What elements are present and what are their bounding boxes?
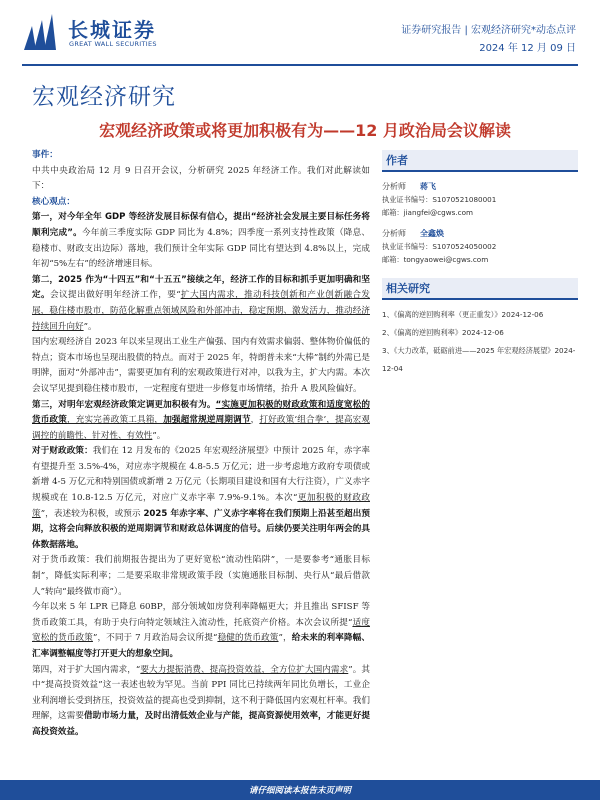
point-4: 第四，对于扩大国内需求，“要大力提振消费、提高投资效益，全方位扩大国内需求”。其中“提高投资效益”这一表述也较为罕见。当前 PPI 同比已持续两年同比负增长，工业企业利润增长受到挤压，投资效益的提高也受到抑制，这不利于降低国内宏观杠杆率。我们理解，这需要借助市场力量，及时出清低效企业与产能，提高资源使用效率，才能更好提高投资效益。: [32, 664, 370, 737]
related-heading: 相关研究: [382, 278, 578, 300]
fiscal-policy: 对于财政政策：我们在 12 月发布的《2025 年宏观经济展望》中预计 2025 年，赤字率有望提升至 3.5%-4%，对应赤字规模在 4.8-5.5 万亿元；进一步考虑地方政府专项债或新增 4-5 万亿元和特别国债或新增 2 万亿元（长期项目建设和国有大行注资），广义赤字规模或在 10.8-12.5 万亿元，对应广义赤字率 7.9%-9.1%。本次“更加积极的财政政策”，表述较为积极，或预示 2025 年赤字率、广义赤字率将在我们预期上沿甚至超出预期，这将会向释放积极的逆周期调节和财政总体调度的信号。后续仍要关注明年两会的具体数据落地。: [32, 446, 370, 550]
event-text: 中共中央政治局 12 月 9 日召开会议，分析研究 2025 年经济工作。我们对此解读如下：: [32, 165, 370, 192]
monetary-policy: 对于货币政策：我们前期报告提出为了更好宽松“流动性陷阱”，一是要参考“通胀目标制”，降低实际利率；二是要采取非常规政策手段（实施通胀目标制、央行从“最后借款人”转向“最终做市商”）。: [32, 555, 370, 597]
section-title: 宏观经济研究: [32, 84, 176, 110]
sidebar: [382, 150, 578, 378]
footer-bar: [0, 780, 600, 800]
related-list: [382, 306, 578, 378]
header-meta: [401, 22, 576, 58]
report-type: 证券研究报告 | 宏观经济研究*动态点评: [401, 25, 576, 36]
authors-heading: 作者: [382, 150, 578, 172]
header-divider: [22, 64, 578, 66]
company-logo: [22, 12, 182, 54]
logo-chinese-text: 长城证券: [68, 18, 156, 42]
related-item[interactable]: 3、《大力改革，砥砺前进——2025 年宏观经济展望》2024-12-04: [382, 346, 576, 373]
point-1: 第一，对今年全年 GDP 等经济发展目标保有信心，提出“经济社会发展主要目标任务将顺利完成”。今年前三季度实际 GDP 同比为 4.8%；四季度一系列支持性政策（降息、稳楼市、财政支出边际）落地，我们预计全年实际 GDP 同比有望达到 4.8%以上，完成年初“5%左右”的经济增速目标。: [32, 212, 370, 270]
related-item[interactable]: 2、《偏离的逆回购利率》2024-12-06: [382, 328, 504, 337]
logo-english-text: GREAT WALL SECURITIES: [69, 40, 157, 48]
analyst-card: 分析师 蒋飞 执业证书编号：S1070521080001 邮箱：jiangfei@cgws.com: [382, 180, 578, 219]
report-header: [0, 0, 600, 66]
point-3: 第三，对明年宏观经济政策定调更加积极有为。“实施更加积极的财政政策和适度宽松的货币政策，充实完善政策工具箱，加强超常规逆周期调节，打好政策‘组合拳’，提高宏观调控的前瞻性、针对性、有效性”。: [32, 399, 370, 441]
footer-disclaimer: 请仔细阅读本报告末页声明: [248, 786, 351, 796]
report-title: 宏观经济政策或将更加积极有为——12 月政治局会议解读: [99, 121, 511, 140]
main-body: [32, 148, 370, 741]
report-date: 2024 年 12 月 09 日: [479, 43, 576, 54]
point-2-detail: 国内宏观经济自 2023 年以来呈现出工业生产偏强、国内有效需求偏弱、整体物价偏低的特点；资本市场也呈现出股债的特点。而对于 2025 年，特朗普未来“大棒”制约外需已是明牌，面对“外部冲击”，需要更加有利的宏观政策进行对冲，以我为主，扩大内需。本次会议罕见提到稳住楼市股市，一定程度有望进一步修复市场情绪，抬升 A 股风险偏好。: [32, 337, 370, 394]
great-wall-logo-icon: [22, 12, 62, 52]
analyst-card: 分析师 全鑫焕 执业证书编号：S1070524050002 邮箱：tongyaowei@cgws.com: [382, 227, 578, 266]
related-item[interactable]: 1、《偏离的逆回购利率（更正重发）》2024-12-06: [382, 310, 544, 319]
event-label: 事件：: [32, 150, 58, 160]
core-label: 核心观点：: [32, 196, 75, 207]
monetary-policy-detail: 今年以来 5 年 LPR 已降息 60BP，部分领域如房贷利率降幅更大；并且推出 SFISF 等货币政策工具，有助于央行向特定领域注入流动性，托底资产价格。本次会议所提“适度宽松的货币政策”，不同于 7 月政治局会议所提“稳健的货币政策”，给未来的利率降幅、汇率调整幅度等打开更大的想象空间。: [32, 602, 370, 659]
analyst-email[interactable]: 邮箱：jiangfei@cgws.com: [382, 208, 473, 217]
point-2: 第二，2025 作为“十四五”和“十五五”接续之年，经济工作的目标和抓手更加明确和坚定。会议提出做好明年经济工作，要“扩大国内需求，推动科技创新和产业创新融合发展，稳住楼市股市，防范化解重点领域风险和外部冲击，稳定预期、激发活力，推动经济持续回升向好”。: [32, 274, 370, 332]
analyst-email[interactable]: 邮箱：tongyaowei@cgws.com: [382, 255, 489, 264]
